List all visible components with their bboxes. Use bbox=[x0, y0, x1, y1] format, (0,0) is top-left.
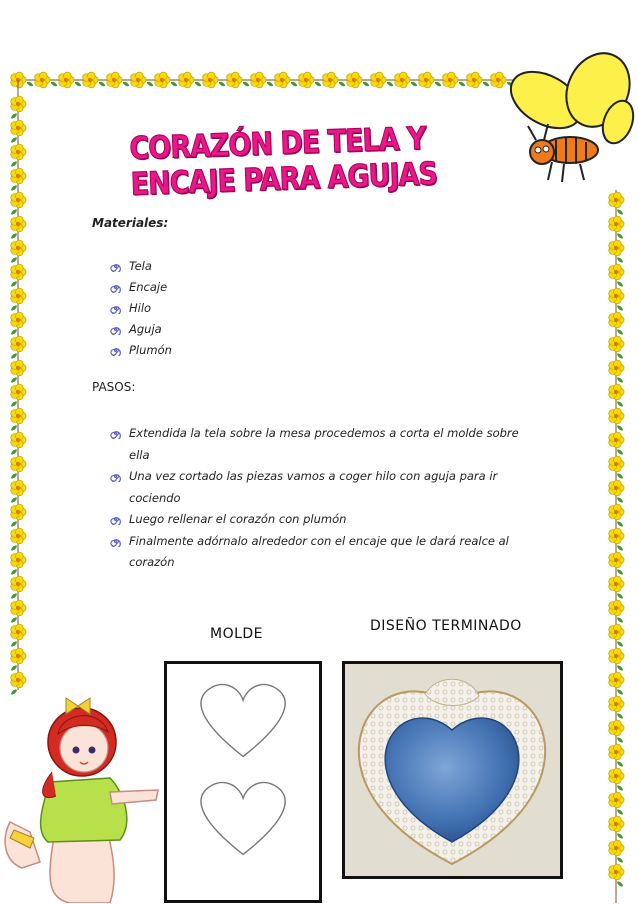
flower-icon bbox=[609, 312, 624, 328]
leaf-icon bbox=[170, 81, 178, 87]
flower-icon bbox=[609, 600, 624, 616]
flower-icon bbox=[251, 72, 266, 88]
flower-icon bbox=[11, 528, 26, 544]
leaf-icon bbox=[616, 713, 623, 720]
leaf-icon bbox=[266, 81, 274, 87]
flower-icon bbox=[83, 72, 98, 88]
leaf-icon bbox=[10, 353, 17, 360]
leaf-icon bbox=[218, 81, 226, 87]
leaf-icon bbox=[10, 209, 17, 216]
leaf-icon bbox=[10, 113, 17, 120]
leaf-icon bbox=[616, 209, 623, 216]
flower-icon bbox=[609, 456, 624, 472]
leaf-icon bbox=[10, 569, 17, 576]
flower-icon bbox=[11, 648, 26, 664]
leaf-icon bbox=[10, 665, 17, 672]
flower-icon bbox=[443, 72, 458, 88]
flower-icon bbox=[275, 72, 290, 88]
heart-pattern-icon bbox=[167, 664, 319, 900]
leaf-icon bbox=[616, 569, 623, 576]
leaf-icon bbox=[10, 497, 17, 504]
leaf-icon bbox=[616, 785, 623, 792]
flower-icon bbox=[179, 72, 194, 88]
flower-icon bbox=[609, 432, 624, 448]
flower-icon bbox=[11, 504, 26, 520]
leaf-icon bbox=[10, 281, 17, 288]
flower-icon bbox=[609, 720, 624, 736]
flower-icon bbox=[609, 624, 624, 640]
leaf-icon bbox=[458, 81, 466, 87]
girl-illustration bbox=[0, 672, 165, 903]
flower-icon bbox=[11, 192, 26, 208]
flower-icon bbox=[609, 336, 624, 352]
leaf-icon bbox=[616, 377, 623, 384]
molde-caption: MOLDE bbox=[210, 626, 264, 642]
leaf-icon bbox=[10, 449, 17, 456]
steps-heading: PASOS: bbox=[92, 380, 136, 394]
leaf-icon bbox=[616, 617, 623, 624]
step-text: Luego rellenar el corazón con plumón bbox=[129, 512, 347, 526]
leaf-icon bbox=[616, 305, 623, 312]
flower-icon bbox=[11, 312, 26, 328]
leaf-icon bbox=[242, 81, 250, 87]
step-text: Una vez cortado las piezas vamos a coger hilo con aguja para ir cociendo bbox=[129, 469, 498, 505]
lace-heart-photo bbox=[345, 664, 560, 876]
leaf-icon bbox=[386, 81, 394, 87]
leaf-icon bbox=[10, 377, 17, 384]
flower-icon bbox=[609, 480, 624, 496]
flower-icon bbox=[59, 72, 74, 88]
leaf-icon bbox=[410, 81, 418, 87]
leaf-icon bbox=[362, 81, 370, 87]
flower-icon bbox=[609, 408, 624, 424]
step-text: Finalmente adórnalo alrededor con el encaje que le dará realce al corazón bbox=[129, 533, 509, 569]
flower-icon bbox=[609, 552, 624, 568]
leaf-icon bbox=[338, 81, 346, 87]
leaf-icon bbox=[616, 233, 623, 240]
spiral-bullet-icon bbox=[110, 324, 121, 335]
flower-icon bbox=[609, 360, 624, 376]
flower-icon bbox=[609, 696, 624, 712]
flower-icon bbox=[609, 216, 624, 232]
material-label: Plumón bbox=[129, 343, 172, 357]
leaf-icon bbox=[10, 161, 17, 168]
flower-icon bbox=[11, 240, 26, 256]
flower-icon bbox=[11, 288, 26, 304]
leaf-icon bbox=[50, 81, 58, 87]
spiral-bullet-icon bbox=[110, 428, 121, 439]
steps-list bbox=[110, 423, 530, 574]
flower-icon bbox=[35, 72, 50, 88]
flower-icon bbox=[609, 792, 624, 808]
flower-icon bbox=[11, 408, 26, 424]
flower-icon bbox=[11, 264, 26, 280]
leaf-icon bbox=[616, 689, 623, 696]
leaf-icon bbox=[290, 81, 298, 87]
leaf-icon bbox=[616, 401, 623, 408]
flower-icon bbox=[299, 72, 314, 88]
leaf-icon bbox=[10, 641, 17, 648]
molde-figure bbox=[164, 661, 322, 903]
leaf-icon bbox=[10, 617, 17, 624]
flower-icon bbox=[609, 504, 624, 520]
leaf-icon bbox=[10, 401, 17, 408]
material-label: Aguja bbox=[129, 322, 162, 336]
leaf-icon bbox=[146, 81, 154, 87]
flower-icon bbox=[467, 72, 482, 88]
leaf-icon bbox=[10, 521, 17, 528]
flower-icon bbox=[609, 744, 624, 760]
leaf-icon bbox=[10, 185, 17, 192]
leaf-icon bbox=[26, 81, 34, 87]
list-item bbox=[110, 298, 172, 319]
leaf-icon bbox=[314, 81, 322, 87]
finished-design-photo bbox=[342, 661, 563, 879]
leaf-icon bbox=[10, 305, 17, 312]
leaf-icon bbox=[10, 425, 17, 432]
list-item bbox=[110, 531, 530, 574]
list-item bbox=[110, 340, 172, 361]
flower-icon bbox=[11, 624, 26, 640]
flower-icon bbox=[11, 384, 26, 400]
flower-icon bbox=[11, 168, 26, 184]
leaf-icon bbox=[616, 425, 623, 432]
flower-icon bbox=[609, 384, 624, 400]
leaf-icon bbox=[98, 81, 106, 87]
flower-icon bbox=[11, 120, 26, 136]
flower-icon bbox=[11, 600, 26, 616]
leaf-icon bbox=[616, 521, 623, 528]
list-item bbox=[110, 256, 172, 277]
list-item bbox=[110, 423, 530, 466]
step-text: Extendida la tela sobre la mesa procedemos a corta el molde sobre ella bbox=[129, 426, 519, 462]
leaf-icon bbox=[616, 329, 623, 336]
leaf-icon bbox=[434, 81, 442, 87]
spiral-bullet-icon bbox=[110, 514, 121, 525]
flower-icon bbox=[609, 528, 624, 544]
list-item bbox=[110, 319, 172, 340]
flower-icon bbox=[155, 72, 170, 88]
flower-icon bbox=[609, 768, 624, 784]
material-label: Encaje bbox=[129, 280, 168, 294]
bee-icon bbox=[500, 52, 638, 192]
leaf-icon bbox=[616, 281, 623, 288]
leaf-icon bbox=[616, 809, 623, 816]
leaf-icon bbox=[616, 881, 623, 888]
title-banner bbox=[128, 121, 480, 203]
leaf-icon bbox=[122, 81, 130, 87]
flower-icon bbox=[609, 576, 624, 592]
spiral-bullet-icon bbox=[110, 471, 121, 482]
leaf-icon bbox=[10, 545, 17, 552]
flower-icon bbox=[323, 72, 338, 88]
flower-icon bbox=[371, 72, 386, 88]
leaf-icon bbox=[616, 353, 623, 360]
page-title: CORAZÓN DE TELA Y ENCAJE PARA AGUJAS bbox=[128, 121, 438, 203]
list-item bbox=[110, 466, 530, 509]
flower-icon bbox=[609, 648, 624, 664]
leaf-icon bbox=[482, 81, 490, 87]
leaf-icon bbox=[616, 593, 623, 600]
flower-icon bbox=[227, 72, 242, 88]
leaf-icon bbox=[616, 449, 623, 456]
diseno-caption: DISEÑO TERMINADO bbox=[370, 618, 522, 634]
spiral-bullet-icon bbox=[110, 536, 121, 547]
spiral-bullet-icon bbox=[110, 282, 121, 293]
leaf-icon bbox=[616, 473, 623, 480]
flower-icon bbox=[347, 72, 362, 88]
materials-heading: Materiales: bbox=[92, 216, 169, 230]
flower-icon bbox=[609, 864, 624, 880]
leaf-icon bbox=[10, 257, 17, 264]
flower-icon bbox=[11, 456, 26, 472]
leaf-icon bbox=[10, 329, 17, 336]
leaf-icon bbox=[616, 545, 623, 552]
flower-icon bbox=[11, 144, 26, 160]
flower-icon bbox=[11, 576, 26, 592]
list-item bbox=[110, 277, 172, 298]
leaf-icon bbox=[10, 137, 17, 144]
flower-icon bbox=[609, 240, 624, 256]
leaf-icon bbox=[616, 833, 623, 840]
leaf-icon bbox=[10, 593, 17, 600]
spiral-bullet-icon bbox=[110, 303, 121, 314]
leaf-icon bbox=[616, 641, 623, 648]
flower-icon bbox=[11, 216, 26, 232]
material-label: Hilo bbox=[129, 301, 152, 315]
list-item bbox=[110, 509, 530, 531]
flower-icon bbox=[11, 432, 26, 448]
flower-icon bbox=[11, 336, 26, 352]
flower-icon bbox=[203, 72, 218, 88]
leaf-icon bbox=[616, 737, 623, 744]
flower-icon bbox=[609, 816, 624, 832]
flower-icon bbox=[609, 192, 624, 208]
flower-icon bbox=[11, 360, 26, 376]
leaf-icon bbox=[616, 761, 623, 768]
flower-icon bbox=[131, 72, 146, 88]
flower-icon bbox=[395, 72, 410, 88]
leaf-icon bbox=[616, 665, 623, 672]
spiral-bullet-icon bbox=[110, 261, 121, 272]
materials-list bbox=[110, 256, 172, 361]
leaf-icon bbox=[616, 857, 623, 864]
spiral-bullet-icon bbox=[110, 345, 121, 356]
flower-icon bbox=[609, 672, 624, 688]
flower-icon bbox=[11, 480, 26, 496]
flower-icon bbox=[609, 840, 624, 856]
leaf-icon bbox=[74, 81, 82, 87]
flower-icon bbox=[107, 72, 122, 88]
flower-icon bbox=[609, 264, 624, 280]
flower-icon bbox=[609, 288, 624, 304]
leaf-icon bbox=[194, 81, 202, 87]
flower-icon bbox=[419, 72, 434, 88]
material-label: Tela bbox=[129, 259, 152, 273]
leaf-icon bbox=[616, 257, 623, 264]
leaf-icon bbox=[10, 233, 17, 240]
leaf-icon bbox=[10, 473, 17, 480]
leaf-icon bbox=[616, 497, 623, 504]
flower-icon bbox=[11, 96, 26, 112]
flower-icon bbox=[11, 552, 26, 568]
